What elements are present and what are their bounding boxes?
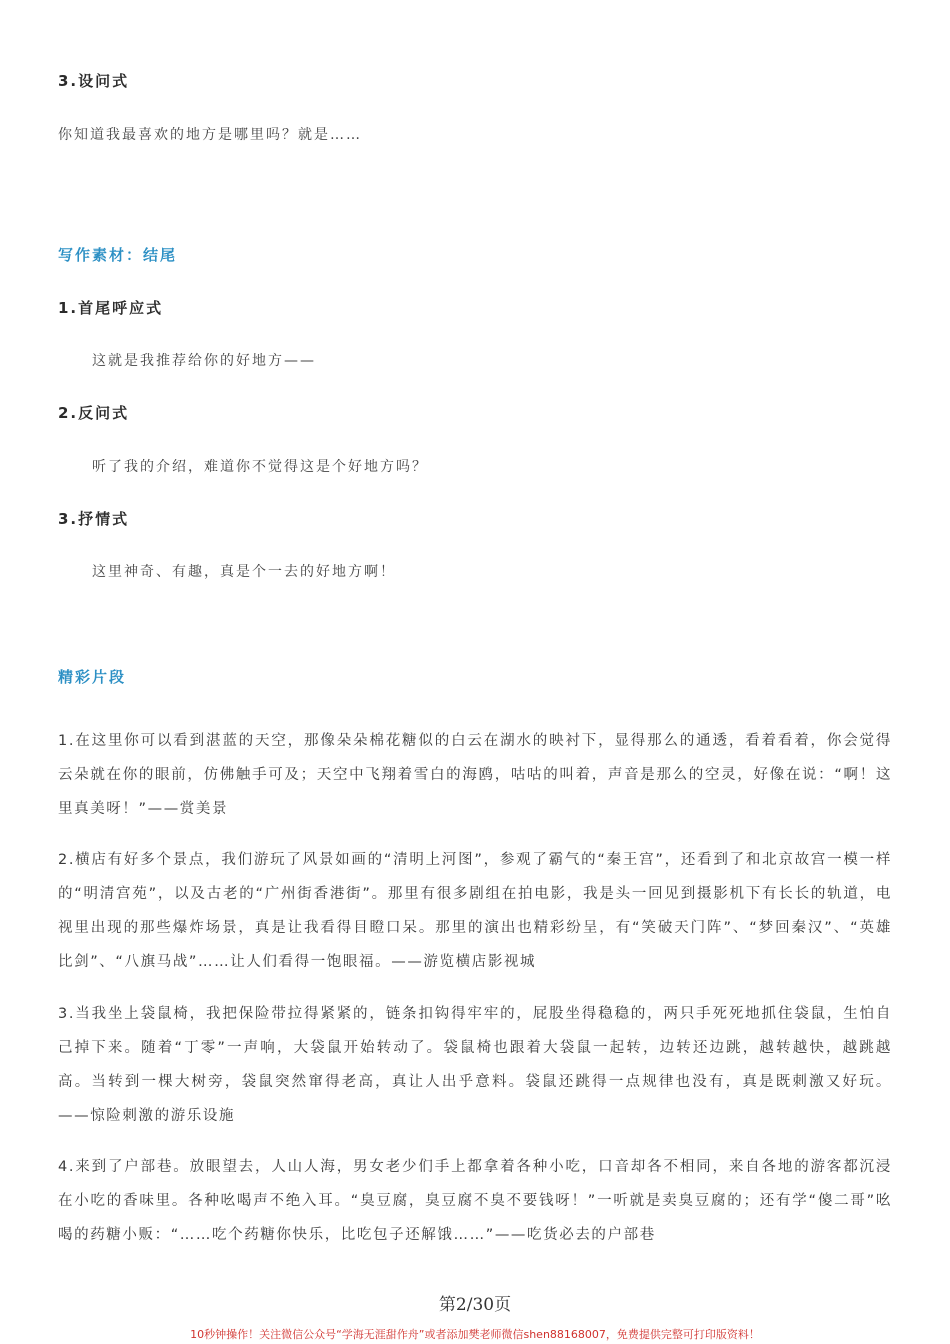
section-title-ending: 写作素材：结尾 <box>58 246 178 264</box>
footer-ad-text: 10秒钟操作！关注微信公众号“学海无涯甜作舟”或者添加樊老师微信shen88168007，免费提供完整可打印版资料！ <box>190 1328 760 1341</box>
heading-rhetorical: 2.反问式 <box>58 404 130 422</box>
highlight-paragraph-2: 2.横店有好多个景点，我们游玩了风景如画的“清明上河图”，参观了霸气的“秦王宫”，还看到了和北京故宫一模一样的“明清宫苑”，以及古老的“广州街香港街”。那里有很多剧组在拍电影，我是头一回见到摄影机下有长长的轨道，电视里出现的那些爆炸场景，真是让我看得目瞪口呆。那里的演出也精彩纷呈，有“笑破天门阵”、“梦回秦汉”、“英雄比剑”、“八旗马战”……让人们看得一饱眼福。——游览横店影视城 <box>58 852 892 970</box>
heading-echo: 1.首尾呼应式 <box>58 299 164 317</box>
highlight-paragraph-1: 1.在这里你可以看到湛蓝的天空，那像朵朵棉花糖似的白云在湖水的映衬下，显得那么的通透，看着看着，你会觉得云朵就在你的眼前，仿佛触手可及；天空中飞翔着雪白的海鸥，咕咕的叫着，声音是那么的空灵，好像在说：“啊！这里真美呀！”——赏美景 <box>58 733 892 817</box>
highlight-paragraph-3: 3.当我坐上袋鼠椅，我把保险带拉得紧紧的，链条扣钩得牢牢的，屁股坐得稳稳的，两只手死死地抓住袋鼠，生怕自己掉下来。随着“丁零”一声响，大袋鼠开始转动了。袋鼠椅也跟着大袋鼠一起转，边转还边跳，越转越快，越跳越高。当转到一棵大树旁，袋鼠突然窜得老高，真让人出乎意料。袋鼠还跳得一点规律也没有，真是既刺激又好玩。——惊险刺激的游乐设施 <box>58 1006 892 1124</box>
highlight-paragraph-4: 4.来到了户部巷。放眼望去，人山人海，男女老少们手上都拿着各种小吃，口音却各不相同，来自各地的游客都沉浸在小吃的香味里。各种吆喝声不绝入耳。“臭豆腐，臭豆腐不臭不要钱呀！”一听就是卖臭豆腐的；还有学“傻二哥”吆喝的药糖小贩：“……吃个药糖你快乐，比吃包子还解饿……”——吃货必去的户部巷 <box>58 1159 892 1243</box>
page-number: 第2/30页 <box>438 1295 512 1315</box>
text-lyrical: 这里神奇、有趣，真是个一去的好地方啊！ <box>92 564 396 580</box>
text-rhetorical: 听了我的介绍，难道你不觉得这是个好地方吗？ <box>92 459 428 475</box>
heading-lyrical: 3.抒情式 <box>58 510 130 528</box>
text-echo: 这就是我推荐给你的好地方—— <box>92 353 316 369</box>
text-rhetorical-question: 你知道我最喜欢的地方是哪里吗？就是…… <box>58 127 362 143</box>
heading-rhetorical-question: 3.设问式 <box>58 72 130 90</box>
section-title-highlights: 精彩片段 <box>58 668 127 686</box>
